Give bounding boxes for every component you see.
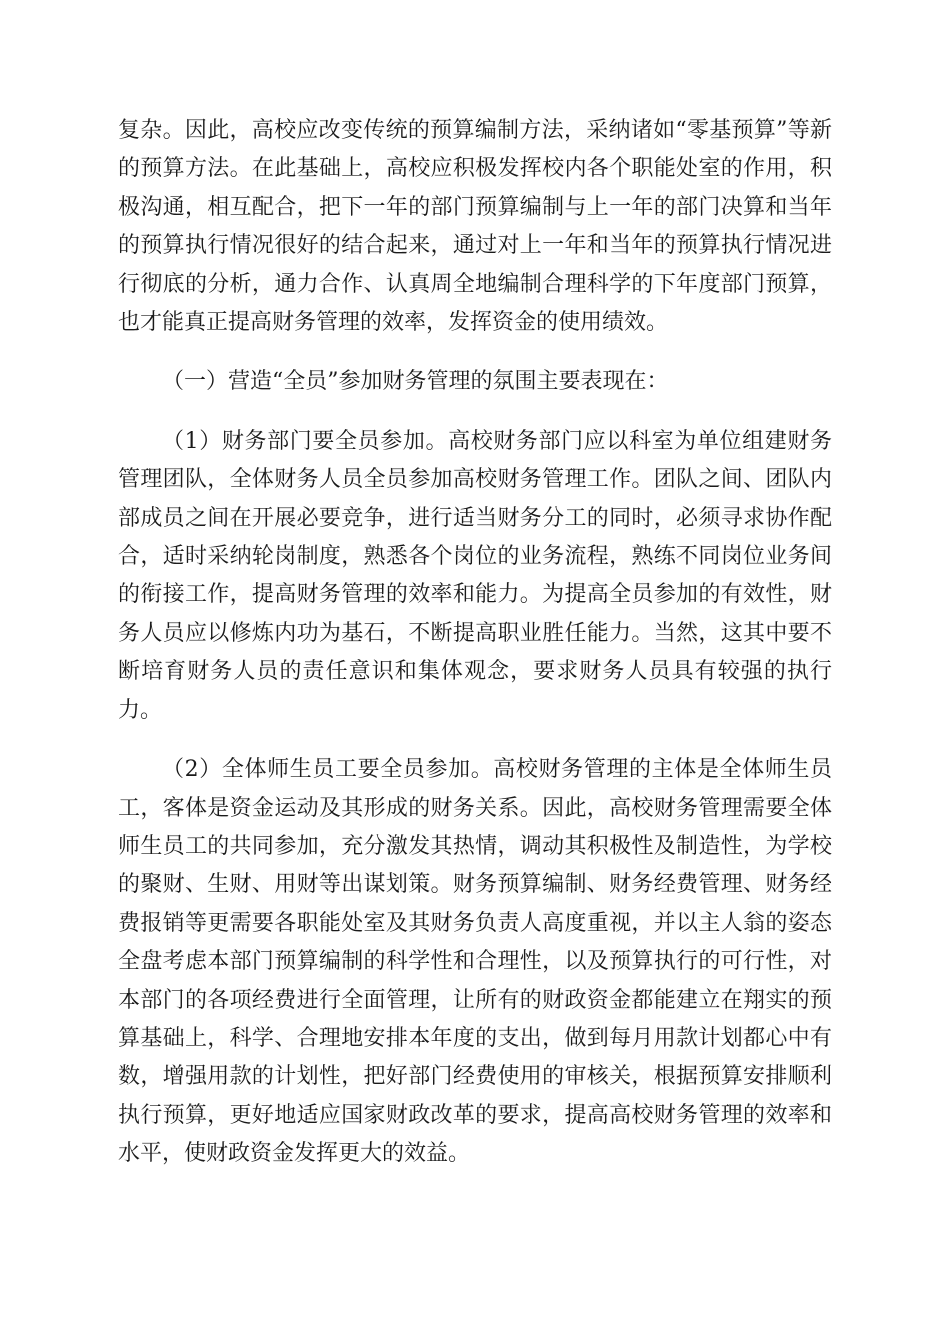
paragraph-section-heading: （一）营造“全员”参加财务管理的氛围主要表现在： (162, 369, 669, 395)
document-body (118, 112, 832, 1174)
paragraph-finance-department: （1）财务部门要全员参加。高校财务部门应以科室为单位组建财务管理团队，全体财务人员全员参加高校财务管理工作。团队之间、团队内部成员之间在开展必要竞争，进行适当财务分工的同时，必须寻求协作配合，适时采纳轮岗制度，熟悉各个岗位的业务流程，熟练不同岗位业务间的衔接工作，提高财务管理的效率和能力。为提高全员参加的有效性，财务人员应以修炼内功为基石，不断提高职业胜任能力。当然，这其中要不断培育财务人员的责任意识和集体观念，要求财务人员具有较强的执行力。 (118, 428, 832, 723)
paragraph-budget-method: 复杂。因此，高校应改变传统的预算编制方法，采纳诸如“零基预算”等新的预算方法。在此基础上，高校应积极发挥校内各个职能处室的作用，积极沟通，相互配合，把下一年的部门预算编制与上一年的部门决算和当年的预算执行情况很好的结合起来，通过对上一年和当年的预算执行情况进行彻底的分析，通力合作、认真周全地编制合理科学的下年度部门预算，也才能真正提高财务管理的效率，发挥资金的使用绩效。 (118, 118, 832, 336)
paragraph-all-staff: （2）全体师生员工要全员参加。高校财务管理的主体是全体师生员工，客体是资金运动及其形成的财务关系。因此，高校财务管理需要全体师生员工的共同参加，充分激发其热情，调动其积极性及制造性，为学校的聚财、生财、用财等出谋划策。财务预算编制、财务经费管理、财务经费报销等更需要各职能处室及其财务负责人高度重视，并以主人翁的姿态全盘考虑本部门预算编制的科学性和合理性，以及预算执行的可行性，对本部门的各项经费进行全面管理，让所有的财政资金都能建立在翔实的预算基础上，科学、合理地安排本年度的支出，做到每月用款计划都心中有数，增强用款的计划性，把好部门经费使用的审核关，根据预算安排顺利执行预算，更好地适应国家财政改革的要求，提高高校财务管理的效率和水平，使财政资金发挥更大的效益。 (118, 757, 832, 1167)
